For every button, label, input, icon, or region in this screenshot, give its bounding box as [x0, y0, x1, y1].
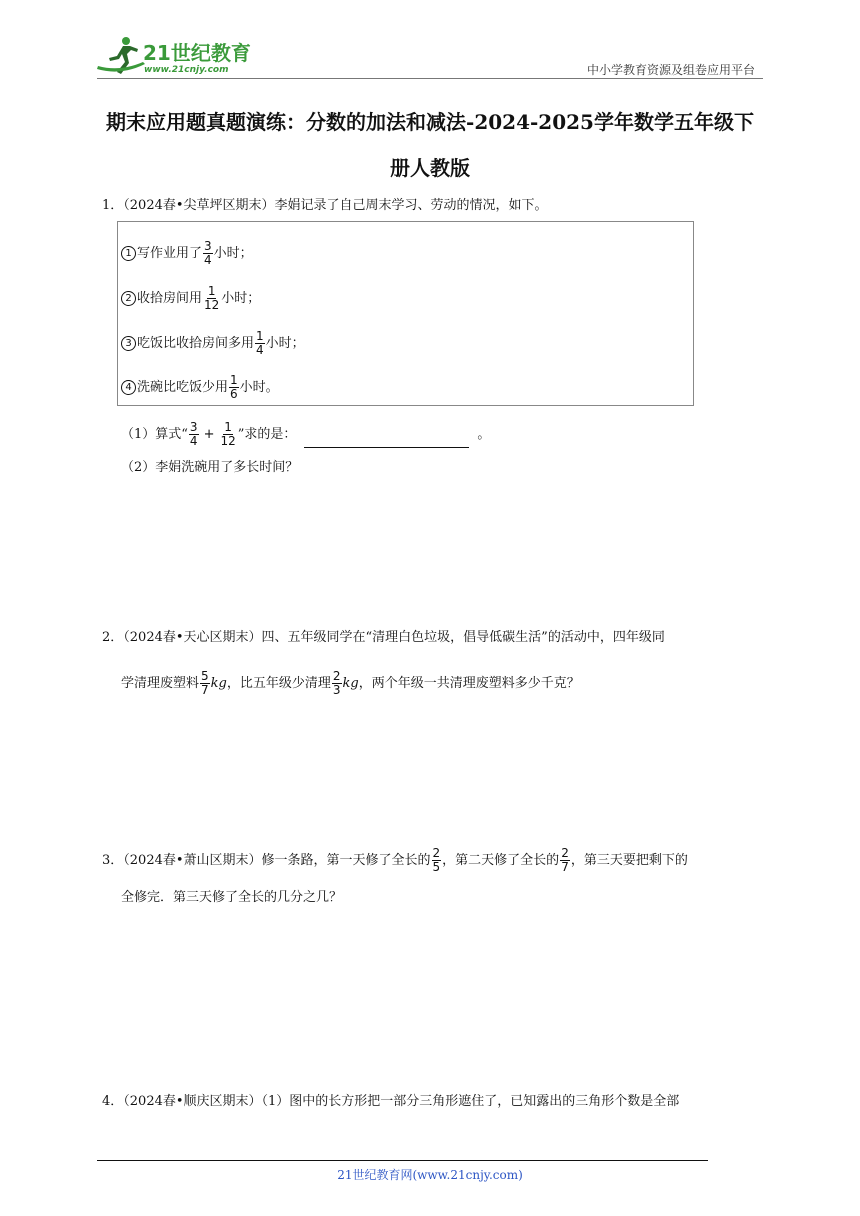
- q2-line2: [121, 670, 580, 697]
- fraction: $\frac{1}{12}$: [220, 420, 236, 448]
- fraction: $\frac{2}{7}$: [561, 846, 569, 874]
- q3-line1: [102, 847, 688, 874]
- runner-logo-icon: [95, 36, 265, 78]
- q1-sub1-question: ”求的是：: [237, 427, 297, 442]
- answer-blank[interactable]: [304, 433, 469, 448]
- fraction: $\frac{1}{4}$: [256, 329, 264, 357]
- q1-item-4-text: 洗碗比吃饭少用: [137, 380, 229, 395]
- q3-text-b: ，第二天修了全长的: [442, 853, 560, 868]
- fraction: $\frac{1}{12}$: [204, 284, 220, 312]
- q3-text-a: 3．（2024春•萧山区期末）修一条路，第一天修了全长的: [102, 853, 431, 868]
- q1-item-4-unit: 小时。: [239, 380, 279, 395]
- plus-sign: +: [203, 427, 215, 442]
- circled-number-3: 3: [121, 336, 136, 351]
- q1-sub2: （2）李娟洗碗用了多长时间？: [121, 460, 299, 475]
- q4-line1: 4．（2024春•顺庆区期末）（1）图中的长方形把一部分三角形遮住了，已知露出的三角形个数是全部: [102, 1094, 680, 1109]
- page-title-line2: 册人教版: [390, 156, 470, 180]
- q1-item-1-text: 写作业用了: [137, 246, 203, 261]
- circled-number-1: 1: [121, 246, 136, 261]
- fraction: $\frac{2}{3}$: [332, 669, 341, 697]
- q1-item-2: [121, 285, 260, 312]
- page-title-line1: 期末应用题真题演练：分数的加法和减法-2024-2025学年数学五年级下: [106, 110, 754, 134]
- site-logo: [95, 36, 265, 78]
- fraction: $\frac{5}{7}$: [201, 669, 209, 697]
- q3-line2: 全修完．第三天修了全长的几分之几？: [121, 890, 343, 905]
- q1-item-4: [121, 374, 279, 401]
- q3-text-c: ，第三天要把剩下的: [570, 853, 688, 868]
- footer-divider: [97, 1160, 708, 1161]
- fraction: $\frac{3}{4}$: [189, 420, 198, 448]
- q1-item-3: [121, 330, 305, 357]
- fraction: $\frac{3}{4}$: [204, 239, 212, 267]
- q2-line1: 2．（2024春•天心区期末）四、五年级同学在“清理白色垃圾，倡导低碳生活”的活动中，四年级同: [102, 630, 665, 645]
- fraction: $\frac{1}{6}$: [230, 373, 238, 401]
- q1-stem: 1．（2024春•尖草坪区期末）李娟记录了自己周末学习、劳动的情况，如下。: [102, 198, 548, 213]
- unit-kg: kg: [342, 676, 359, 691]
- q1-sub1-label: （1）算式“: [121, 427, 188, 442]
- unit-kg: kg: [210, 676, 227, 691]
- footer-link[interactable]: 21世纪教育网(www.21cnjy.com): [337, 1168, 523, 1182]
- logo-sub-text: www.21cnjy.com: [144, 65, 229, 75]
- fraction: $\frac{2}{5}$: [432, 846, 441, 874]
- q2-text-c: ，两个年级一共清理废塑料多少千克？: [358, 676, 580, 691]
- q2-text-a: 学清理废塑料: [121, 676, 200, 691]
- q1-item-1-unit: 小时；: [213, 246, 253, 261]
- q1-item-3-text: 吃饭比收拾房间多用: [137, 336, 255, 351]
- q1-item-1: [121, 240, 253, 267]
- header-divider: [97, 78, 763, 79]
- circled-number-4: 4: [121, 380, 136, 395]
- q1-sub1: [121, 421, 490, 448]
- q1-item-2-unit: 小时；: [221, 291, 261, 306]
- q1-item-3-unit: 小时；: [265, 336, 305, 351]
- logo-main-text: 21世纪教育: [143, 41, 251, 65]
- site-tagline: 中小学教育资源及组卷应用平台: [586, 63, 755, 77]
- q1-sub1-period: 。: [477, 427, 491, 442]
- q1-item-2-text: 收拾房间用: [137, 291, 203, 306]
- circled-number-2: 2: [121, 291, 136, 306]
- q2-text-b: ，比五年级少清理: [226, 676, 331, 691]
